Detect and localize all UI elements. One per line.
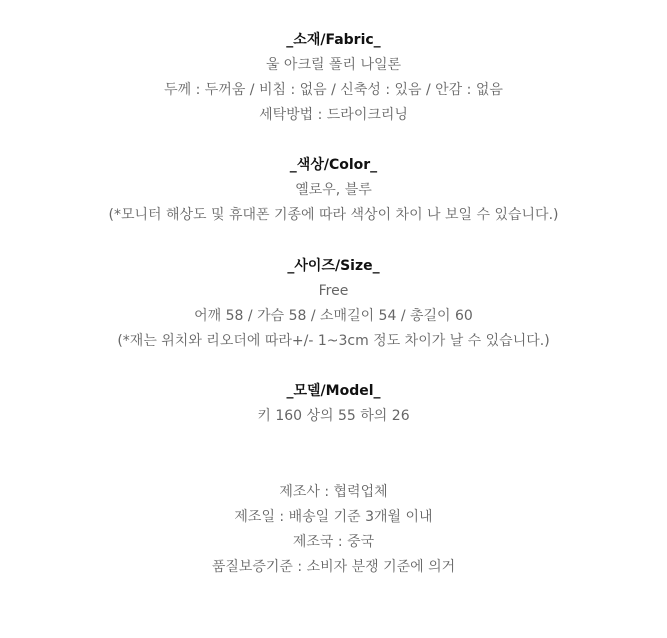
country-of-origin: 제조국 : 중국 bbox=[292, 534, 375, 550]
manufacturer-info-section bbox=[0, 480, 667, 580]
manufacture-date: 제조일 : 배송일 기준 3개월 이내 bbox=[234, 509, 433, 525]
size-measurements: 어깨 58 / 가슴 58 / 소매길이 54 / 총길이 60 bbox=[194, 308, 473, 324]
color-heading: _색상/Color_ bbox=[289, 157, 378, 173]
size-notice: (*재는 위치와 리오더에 따라+/- 1~3cm 정도 차이가 날 수 있습니다.) bbox=[117, 333, 550, 349]
fabric-section bbox=[0, 28, 667, 128]
quality-guarantee: 품질보증기준 : 소비자 분쟁 기준에 의거 bbox=[211, 559, 456, 575]
color-options: 옐로우, 블루 bbox=[295, 182, 372, 198]
fabric-properties: 두께 : 두꺼움 / 비침 : 없음 / 신축성 : 있음 / 안감 : 없음 bbox=[164, 82, 503, 98]
model-measurements: 키 160 상의 55 하의 26 bbox=[257, 408, 410, 424]
color-notice: (*모니터 해상도 및 휴대폰 기종에 따라 색상이 차이 나 보일 수 있습니다.) bbox=[108, 207, 559, 223]
color-section bbox=[0, 153, 667, 228]
fabric-wash-method: 세탁방법 : 드라이크리닝 bbox=[259, 107, 408, 123]
fabric-materials: 울 아크릴 폴리 나일론 bbox=[265, 57, 402, 73]
fabric-heading: _소재/Fabric_ bbox=[286, 32, 381, 48]
size-value: Free bbox=[318, 283, 349, 299]
size-section bbox=[0, 254, 667, 354]
size-heading: _사이즈/Size_ bbox=[287, 258, 380, 274]
model-heading: _모델/Model_ bbox=[286, 383, 381, 399]
manufacturer: 제조사 : 협력업체 bbox=[279, 484, 388, 500]
model-section bbox=[0, 379, 667, 429]
